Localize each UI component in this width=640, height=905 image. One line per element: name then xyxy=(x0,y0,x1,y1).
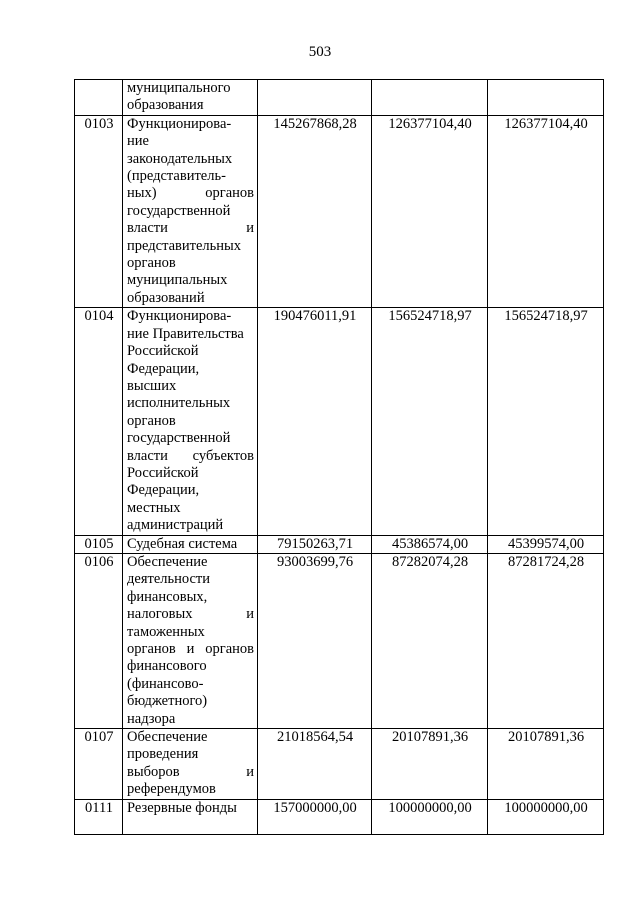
budget-item-name-line: Функционирова- xyxy=(127,308,232,325)
budget-code-cell xyxy=(75,80,123,116)
budget-item-name-cell xyxy=(123,115,258,307)
budget-item-name-line: администраций xyxy=(127,517,224,534)
budget-code-cell: 0106 xyxy=(75,553,123,728)
amount-cell-1: 157000000,00 xyxy=(258,799,372,834)
budget-item-name-cell xyxy=(123,799,258,834)
budget-item-name-line: законодательных xyxy=(127,150,233,167)
budget-item-name-line: Российской xyxy=(127,343,199,360)
amount-cell-1: 93003699,76 xyxy=(258,553,372,728)
amount-cell-2: 20107891,36 xyxy=(372,729,488,800)
budget-item-name-line: Федерации, xyxy=(127,360,200,377)
amount-cell-3: 100000000,00 xyxy=(488,799,604,834)
budget-item-name-line: органов и органов xyxy=(127,641,254,657)
budget-code-cell: 0103 xyxy=(75,115,123,307)
budget-item-name-cell xyxy=(123,308,258,535)
budget-item-name-line: референдумов xyxy=(127,781,216,798)
amount-cell-2: 87282074,28 xyxy=(372,553,488,728)
budget-code-cell: 0107 xyxy=(75,729,123,800)
budget-item-name-line: (представитель- xyxy=(127,168,226,185)
budget-item-name-line: представительных xyxy=(127,237,241,254)
budget-item-name-line: образований xyxy=(127,289,205,306)
amount-cell-1: 190476011,91 xyxy=(258,308,372,535)
budget-item-name-line: местных xyxy=(127,499,181,516)
budget-code-cell: 0104 xyxy=(75,308,123,535)
amount-cell-1: 21018564,54 xyxy=(258,729,372,800)
page-number: 503 xyxy=(308,44,332,60)
table-row xyxy=(75,308,604,535)
budget-item-name-line: Обеспечение xyxy=(127,729,208,746)
budget-item-name-line: органов xyxy=(127,412,176,429)
budget-item-name-line: ных) органов xyxy=(127,185,254,202)
table-row xyxy=(75,553,604,728)
table-row xyxy=(75,799,604,834)
budget-item-name-line: муниципальных xyxy=(127,272,228,289)
amount-cell-3 xyxy=(488,80,604,116)
budget-item-name-line: власти и xyxy=(127,220,254,237)
budget-item-name-line: (финансово- xyxy=(127,675,204,692)
amount-cell-2: 100000000,00 xyxy=(372,799,488,834)
amount-cell-2 xyxy=(372,80,488,116)
budget-item-name-line: муниципального xyxy=(127,80,231,96)
budget-item-name-line: государственной xyxy=(127,430,231,447)
budget-item-name-line: Судебная система xyxy=(127,535,238,552)
budget-item-name-line: ние xyxy=(127,133,149,150)
amount-cell-3: 20107891,36 xyxy=(488,729,604,800)
budget-item-name-line: Функционирова- xyxy=(127,115,232,132)
budget-item-name-line: бюджетного) xyxy=(127,693,208,710)
budget-item-name-line: проведения xyxy=(127,746,199,763)
budget-item-name-line: высших xyxy=(127,377,177,394)
budget-item-name-line: органов xyxy=(127,255,176,272)
budget-table-body xyxy=(75,80,604,835)
amount-cell-2: 45386574,00 xyxy=(372,535,488,553)
amount-cell-1: 79150263,71 xyxy=(258,535,372,553)
budget-item-name-line: власти субъектов xyxy=(127,447,254,464)
budget-item-name-line: налоговых и xyxy=(127,606,254,623)
budget-item-name-line: образования xyxy=(127,97,204,114)
budget-item-name-cell xyxy=(123,729,258,800)
budget-item-name-cell xyxy=(123,535,258,553)
table-row xyxy=(75,535,604,553)
table-row xyxy=(75,729,604,800)
budget-table xyxy=(74,79,604,835)
budget-item-name-line: деятельности xyxy=(127,571,211,588)
budget-item-name-line: надзора xyxy=(127,710,176,727)
amount-cell-1: 145267868,28 xyxy=(258,115,372,307)
amount-cell-3: 45399574,00 xyxy=(488,535,604,553)
budget-item-name-line: финансового xyxy=(127,658,207,675)
budget-code-cell: 0105 xyxy=(75,535,123,553)
amount-cell-2: 126377104,40 xyxy=(372,115,488,307)
budget-item-name-cell xyxy=(123,553,258,728)
budget-item-name-line: таможенных xyxy=(127,623,205,640)
amount-cell-2: 156524718,97 xyxy=(372,308,488,535)
amount-cell-1 xyxy=(258,80,372,116)
budget-item-name-line: Резервные фонды xyxy=(127,799,237,816)
budget-item-name-line: государственной xyxy=(127,202,231,219)
amount-cell-3: 87281724,28 xyxy=(488,553,604,728)
table-row xyxy=(75,115,604,307)
budget-item-name-line: исполнительных xyxy=(127,395,231,412)
amount-cell-3: 126377104,40 xyxy=(488,115,604,307)
budget-item-name-line: Российской xyxy=(127,464,199,481)
table-row xyxy=(75,80,604,116)
budget-item-name-line: финансовых, xyxy=(127,588,208,605)
budget-item-name-line: Федерации, xyxy=(127,482,200,499)
amount-cell-3: 156524718,97 xyxy=(488,308,604,535)
budget-item-name-line: выборов и xyxy=(127,763,254,780)
budget-item-name-line: Обеспечение xyxy=(127,553,208,570)
budget-item-name-line: ние Правительства xyxy=(127,325,244,342)
budget-code-cell: 0111 xyxy=(75,799,123,834)
budget-item-name-cell xyxy=(123,80,258,116)
